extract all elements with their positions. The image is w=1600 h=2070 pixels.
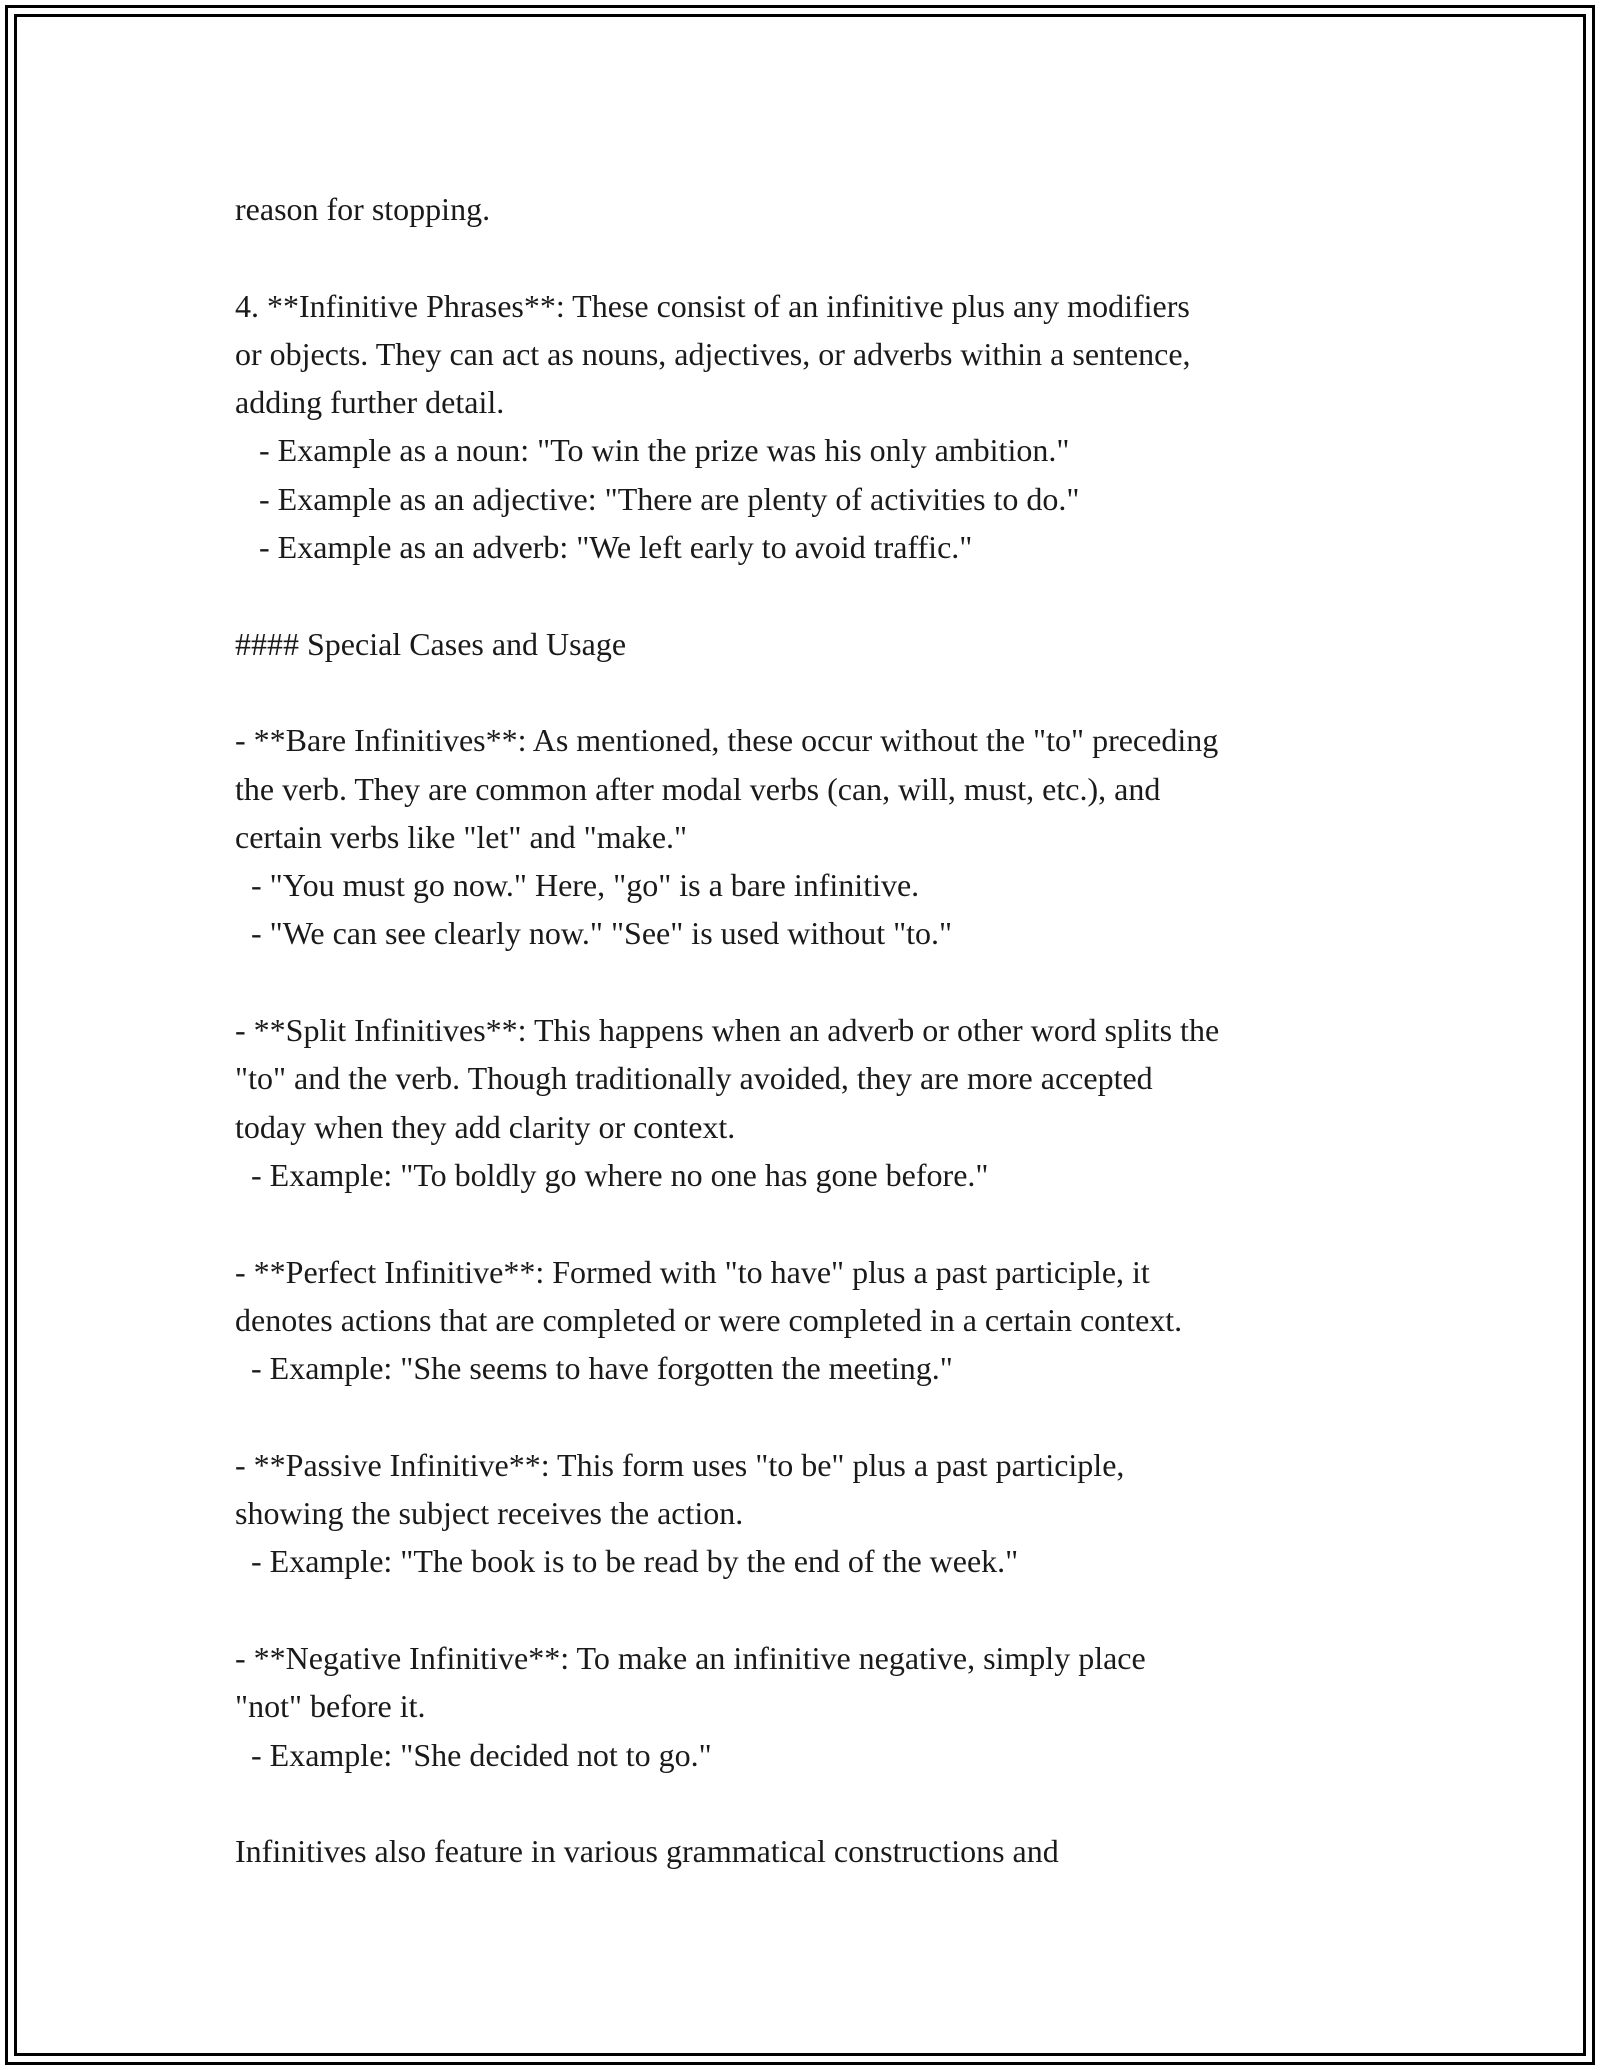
paragraph-spacer xyxy=(235,958,1415,1006)
text-line: showing the subject receives the action. xyxy=(235,1495,744,1532)
text-line: - Example as a noun: "To win the prize was his only ambition." xyxy=(235,432,1070,469)
paragraph-spacer xyxy=(235,1779,1415,1827)
paragraph-spacer xyxy=(235,233,1415,281)
text-line: - Example as an adverb: "We left early to avoid traffic." xyxy=(235,529,973,566)
text-line: reason for stopping. xyxy=(235,191,491,227)
paragraph-spacer xyxy=(235,1392,1415,1440)
paragraph-block xyxy=(235,1634,1415,1779)
paragraph-spacer xyxy=(235,571,1415,619)
text-line: - "You must go now." Here, "go" is a bare infinitive. xyxy=(235,867,920,904)
text-line: denotes actions that are completed or were completed in a certain context. xyxy=(235,1301,1183,1338)
text-line: - **Split Infinitives**: This happens when an adverb or other word splits the xyxy=(235,1012,1220,1049)
text-line: - "We can see clearly now." "See" is used without "to." xyxy=(235,915,953,952)
text-line: Infinitives also feature in various grammatical constructions and xyxy=(235,1833,1059,1870)
paragraph-block xyxy=(235,716,1415,957)
text-line: - **Passive Infinitive**: This form uses "to be" plus a past participle, xyxy=(235,1446,1125,1483)
text-line: #### Special Cases and Usage xyxy=(235,625,627,662)
paragraph-spacer xyxy=(235,1586,1415,1634)
document-body xyxy=(235,185,1415,1875)
paragraph-block xyxy=(235,282,1415,572)
text-line: or objects. They can act as nouns, adjectives, or adverbs within a sentence, xyxy=(235,335,1191,372)
text-line: - **Bare Infinitives**: As mentioned, these occur without the "to" preceding xyxy=(235,722,1219,759)
text-line: "to" and the verb. Though traditionally avoided, they are more accepted xyxy=(235,1060,1153,1097)
text-line: - Example: "To boldly go where no one has gone before." xyxy=(235,1156,989,1193)
paragraph-block xyxy=(235,1006,1415,1199)
paragraph-block xyxy=(235,620,1415,668)
text-line: today when they add clarity or context. xyxy=(235,1108,736,1145)
text-line: certain verbs like "let" and "make." xyxy=(235,818,688,855)
text-line: - **Perfect Infinitive**: Formed with "to have" plus a past participle, it xyxy=(235,1253,1150,1290)
paragraph-spacer xyxy=(235,668,1415,716)
paragraph-spacer xyxy=(235,1199,1415,1247)
text-line: - Example: "The book is to be read by the end of the week." xyxy=(235,1543,1019,1580)
text-line: 4. **Infinitive Phrases**: These consist of an infinitive plus any modifiers xyxy=(235,287,1190,324)
text-line: - Example: "She decided not to go." xyxy=(235,1736,712,1773)
paragraph-block xyxy=(235,1248,1415,1393)
text-line: - **Negative Infinitive**: To make an infinitive negative, simply place xyxy=(235,1639,1146,1676)
text-line: the verb. They are common after modal verbs (can, will, must, etc.), and xyxy=(235,770,1161,807)
paragraph-block xyxy=(235,1827,1415,1875)
paragraph-block xyxy=(235,185,1415,233)
text-line: - Example as an adjective: "There are plenty of activities to do." xyxy=(235,480,1080,517)
text-line: adding further detail. xyxy=(235,384,505,421)
text-line: "not" before it. xyxy=(235,1688,426,1725)
paragraph-block xyxy=(235,1441,1415,1586)
text-line: - Example: "She seems to have forgotten the meeting." xyxy=(235,1350,953,1387)
